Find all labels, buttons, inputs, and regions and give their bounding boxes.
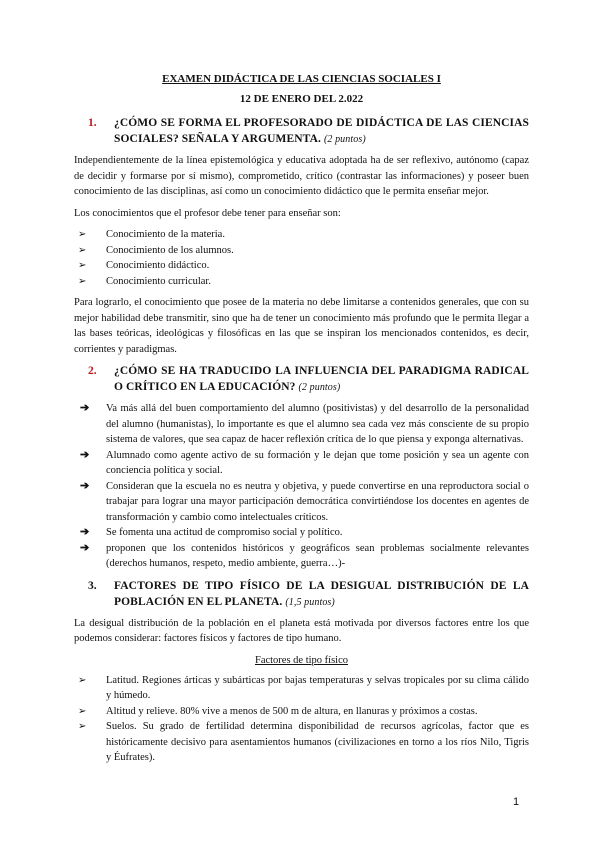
answer-3-list bbox=[74, 673, 529, 766]
question-3-number: 3. bbox=[88, 579, 97, 592]
document-body bbox=[74, 72, 529, 772]
question-3-heading bbox=[74, 578, 529, 611]
list-item: ➔ proponen que los contenidos históricos y geográficos sean problemas socialmente relevantes (derechos humanos, respeto, medio ambiente, guerra…)- bbox=[74, 541, 529, 572]
list-item: ➢ Suelos. Su grado de fertilidad determina disponibilidad de recursos agrícolas, factor que es históricamente decisivo para asentamientos humanos (civilizaciones en torno a los ríos Nilo, Tigris y Éufrates). bbox=[74, 719, 529, 766]
page-number: 1 bbox=[513, 796, 520, 808]
question-2-text: ¿CÓMO SE HA TRADUCIDO LA INFLUENCIA DEL PARADIGMA RADICAL O CRÍTICO EN LA EDUCACIÓN? bbox=[114, 365, 529, 393]
arrowhead-bullet-icon: ➢ bbox=[78, 705, 87, 717]
answer-3-paragraph-1: La desigual distribución de la población en el planeta está motivada por diversos factores entre los que podemos considerar: factores físicos y factores de tipo humano. bbox=[74, 617, 529, 644]
right-arrow-bullet-icon: ➔ bbox=[80, 526, 90, 538]
answer-3-subheading: Factores de tipo físico bbox=[254, 654, 349, 666]
question-1-number: 1. bbox=[88, 117, 97, 129]
question-2-points: (2 puntos) bbox=[298, 382, 341, 393]
question-1-text: ¿CÓMO SE FORMA EL PROFESORADO DE DIDÁCTICA DE LAS CIENCIAS SOCIALES? SEÑALA Y ARGUMENTA. bbox=[114, 117, 529, 145]
arrowhead-bullet-icon: ➢ bbox=[78, 260, 87, 271]
exam-title: EXAMEN DIDÁCTICA DE LAS CIENCIAS SOCIALES I bbox=[162, 73, 441, 85]
question-2-number: 2. bbox=[88, 365, 97, 377]
arrowhead-bullet-icon: ➢ bbox=[78, 721, 87, 732]
right-arrow-bullet-icon: ➔ bbox=[80, 541, 90, 554]
list-item: ➢ Latitud. Regiones árticas y subárticas por bajas temperaturas y selvas tropicales por su clima cálido y húmedo. bbox=[74, 673, 529, 704]
arrowhead-bullet-icon: ➢ bbox=[78, 244, 87, 256]
answer-1-paragraph-1: Independientemente de la línea epistemológica y educativa adoptada ha de ser reflexivo, autónomo (capaz de decidir y formarse por sí mismo), comprometido, crítico (contrastar las informaciones) y poseer buen conocimiento de las disciplinas, así como un conocimiento didáctico que le permita enseñar mejor. bbox=[74, 155, 529, 197]
list-item: ➔ Alumnado como agente activo de su formación y le dejan que tome posición y sea un agente con conciencia política y social. bbox=[74, 448, 529, 479]
answer-2-list bbox=[74, 401, 529, 572]
list-item: ➢ Conocimiento didáctico. bbox=[74, 258, 529, 274]
list-item: ➔ Se fomenta una actitud de compromiso social y político. bbox=[74, 525, 529, 541]
answer-1-list bbox=[74, 227, 529, 289]
question-1-points: (2 puntos) bbox=[323, 134, 366, 145]
answer-1-paragraph-2: Los conocimientos que el profesor debe tener para enseñar son: bbox=[74, 207, 341, 219]
list-item: ➢ Conocimiento curricular. bbox=[74, 274, 529, 290]
right-arrow-bullet-icon: ➔ bbox=[80, 448, 90, 461]
arrowhead-bullet-icon: ➢ bbox=[78, 229, 87, 240]
question-2-heading bbox=[74, 363, 529, 396]
question-3-text: FACTORES DE TIPO FÍSICO DE LA DESIGUAL DISTRIBUCIÓN DE LA POBLACIÓN EN EL PLANETA. bbox=[114, 579, 529, 608]
list-item: ➢ Conocimiento de la materia. bbox=[74, 227, 529, 243]
question-1-heading bbox=[74, 115, 529, 148]
list-item: ➔ Consideran que la escuela no es neutra y objetiva, y puede convertirse en una reproductora social o trabajar para lograr una mayor participación democrática convirtiéndose los docentes en agentes de transformación y cambio como intelectuales críticos. bbox=[74, 479, 529, 526]
exam-date: 12 DE ENERO DEL 2.022 bbox=[239, 93, 364, 105]
list-item: ➔ Va más allá del buen comportamiento del alumno (positivistas) y del desarrollo de la personalidad del alumno (humanistas), lo importante es que el alumno sea cada vez más consciente de su propio sistema de valores, que sea capaz de hacer reflexión crítica de lo que piensa y exponga alternativas. bbox=[74, 401, 529, 448]
right-arrow-bullet-icon: ➔ bbox=[80, 402, 90, 414]
list-item: ➢ Altitud y relieve. 80% vive a menos de 500 m de altura, en llanuras y próximos a costas. bbox=[74, 704, 529, 720]
arrowhead-bullet-icon: ➢ bbox=[78, 275, 87, 287]
right-arrow-bullet-icon: ➔ bbox=[80, 479, 90, 492]
question-3-points: (1,5 puntos) bbox=[285, 596, 335, 608]
arrowhead-bullet-icon: ➢ bbox=[78, 674, 87, 686]
answer-1-paragraph-3: Para lograrlo, el conocimiento que posee de la materia no debe limitarse a contenidos generales, que con su mejor habilidad debe transmitir, sino que ha de tener un conocimiento más profundo que le permita llegar a las bases teóricas, ideológicas y filosóficas en las que se inspiran los mencionados contenidos, es decir, corrientes y paradigmas. bbox=[74, 297, 529, 355]
list-item: ➢ Conocimiento de los alumnos. bbox=[74, 243, 529, 259]
